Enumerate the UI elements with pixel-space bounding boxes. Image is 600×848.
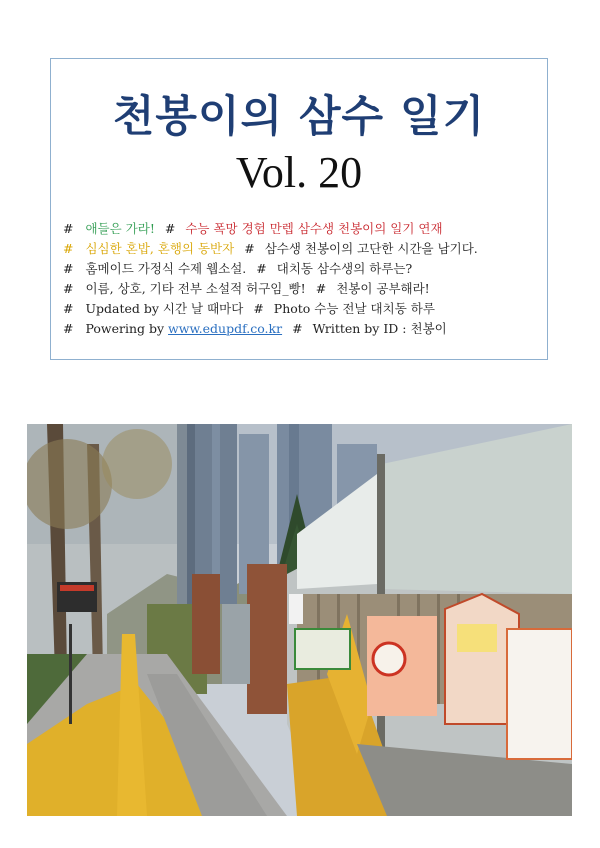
street-photo <box>27 424 572 816</box>
tag-text: 삼수생 천봉이의 고단한 시간을 남기다. <box>264 241 478 256</box>
hash-mark: # <box>253 301 264 316</box>
hash-mark: # <box>292 321 303 336</box>
hash-mark: # <box>63 261 74 276</box>
hash-mark: # <box>63 321 74 336</box>
tag-line-3 <box>63 259 543 279</box>
tag-text: Powering by <box>85 321 169 336</box>
tag-text: Written by ID : 천봉이 <box>312 321 447 336</box>
tag-text: Updated by 시간 날 때마다 <box>85 301 244 316</box>
hash-mark: # <box>256 261 267 276</box>
hash-mark: # <box>63 241 74 256</box>
hash-mark: # <box>315 281 327 296</box>
tag-line-5 <box>63 299 543 319</box>
tag-line-1 <box>63 219 543 239</box>
hash-mark: # <box>63 221 74 236</box>
tag-text: 애들은 가라! <box>85 221 155 236</box>
hash-mark: # <box>63 281 74 296</box>
tag-text: 대치동 삼수생의 하루는? <box>276 261 413 276</box>
hash-mark: # <box>63 301 74 316</box>
tag-text: 홈메이드 가정식 수제 웹소설. <box>85 261 247 276</box>
volume-number: Vol. 20 <box>235 148 363 197</box>
tag-line-2 <box>63 239 543 259</box>
hashtag-list <box>63 219 543 339</box>
tag-text: 이름, 상호, 기타 전부 소설적 허구임_빵! <box>85 281 306 296</box>
hash-mark: # <box>244 241 255 256</box>
tag-text: Photo 수능 전날 대치동 하루 <box>273 301 435 316</box>
tag-text: 천봉이 공부해라! <box>336 281 430 296</box>
tag-line-6 <box>63 319 543 339</box>
page-title: 천봉이의 삼수 일기 <box>112 92 486 142</box>
tag-text: 수능 폭망 경험 만렙 삼수생 천봉이의 일기 연재 <box>185 221 443 236</box>
hash-mark: # <box>164 221 176 236</box>
cover-title-box <box>50 58 548 360</box>
website-link[interactable]: www.edupdf.co.kr <box>168 321 283 336</box>
tag-text: 심심한 혼밥, 혼행의 동반자 <box>85 241 235 256</box>
tag-line-4 <box>63 279 543 299</box>
